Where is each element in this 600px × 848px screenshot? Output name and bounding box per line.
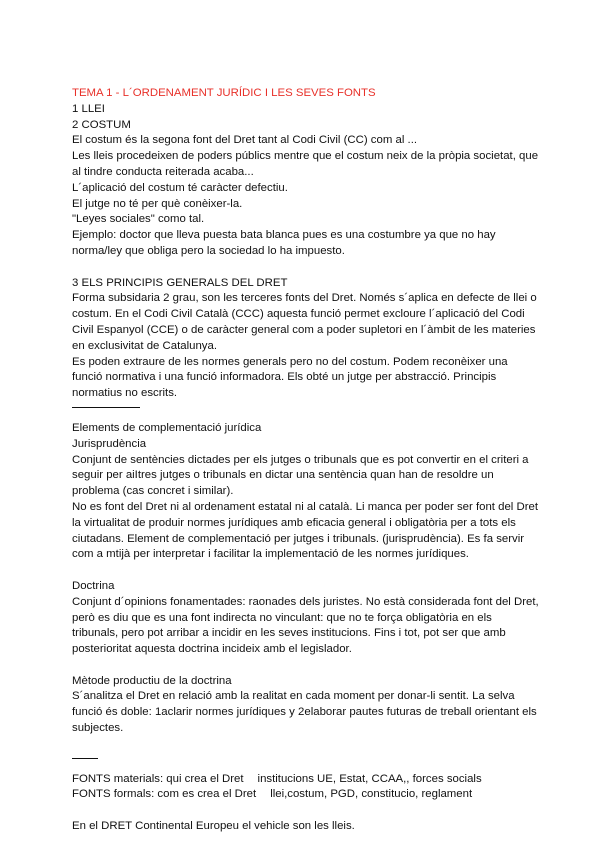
- text-line: No es font del Dret ni al ordenament estatal ni al català. Li manca per poder ser font del Dret: [72, 500, 539, 513]
- fonts-formals-line: [72, 787, 536, 803]
- text-line: subjectes.: [72, 722, 124, 735]
- text-line: en exclusivitat de Catalunya.: [72, 339, 217, 352]
- fonts-formals-value: llei,costum, PGD, constitucio, reglament: [270, 788, 473, 801]
- heading-jurisprudencia: Jurisprudència: [72, 437, 147, 450]
- text-line: Conjunt d´opinions fonamentades: raonades dels juristes. No està considerada font del Dret,: [72, 595, 539, 608]
- text-line: ciutadans. Element de complementació per jutges i tribunals. (jurisprudència). Es fa servir: [72, 532, 525, 545]
- text-line: al tindre conducta reiterada acaba...: [72, 165, 254, 178]
- heading-llei: 1 LLEI: [72, 102, 105, 115]
- doctrina-section: [72, 595, 539, 658]
- text-line: seguir per aiItres jutges o tribunals en dictar una sentència quan han de resoldre un: [72, 469, 494, 482]
- costum-section: [72, 133, 539, 259]
- horizontal-rule: [72, 753, 536, 760]
- text-line: però es diu que es una font indirecta no vinculant: que no te força obligatòria en els: [72, 611, 492, 624]
- text-line: Civil Espanyol (CCE) o de caràcter general com a poder supletori en l´àmbit de les materies: [72, 323, 536, 336]
- spacer: [72, 409, 536, 421]
- fonts-formals-label: FONTS formals: com es crea el Dret: [72, 788, 257, 801]
- spacer: [72, 737, 536, 753]
- fonts-materials-label: FONTS materials: qui crea el Dret: [72, 772, 244, 785]
- heading-elements: Elements de complementació jurídica: [72, 421, 262, 434]
- text-line: costum. En el Codi Civil Català (CCC) aquesta funció permet excloure l´aplicació del Codi: [72, 308, 525, 321]
- heading-metode: Mètode productiu de la doctrina: [72, 674, 232, 687]
- heading-costum: 2 COSTUM: [72, 118, 131, 131]
- metode-section: [72, 689, 536, 736]
- text-line: "Leyes sociales" como tal.: [72, 213, 205, 226]
- text-line: El jutge no té per què conèixer-la.: [72, 197, 243, 210]
- spacer: [72, 760, 536, 772]
- text-line: Ejemplo: doctor que lleva puesta bata blanca pues es una costumbre ya que no hay: [72, 229, 496, 242]
- horizontal-rule: [72, 402, 536, 409]
- text-line: norma/ley que obliga pero la sociedad lo ha impuesto.: [72, 244, 345, 257]
- spacer: [72, 563, 536, 579]
- text-line: tribunals, pero pot arribar a incidir en les seves institucions. Fins i tot, pot ser que amb: [72, 627, 506, 640]
- text-line: L´aplicació del costum té caràcter defectiu.: [72, 181, 288, 194]
- text-line: com a mtijà per interpretar i facilitar la implementació de les normes jurídiques.: [72, 548, 469, 561]
- text-line: Conjunt de sentències dictades per els jutges o tribunals que es pot convertir en el criteri a: [72, 453, 529, 466]
- fonts-materials-line: [72, 772, 536, 788]
- principis-section: [72, 291, 536, 402]
- text-line: Forma subsidaria 2 grau, son les terceres fonts del Dret. Només s´aplica en defecte de llei o: [72, 292, 537, 305]
- jurisprudencia-section: [72, 453, 539, 564]
- text-line: Es poden extraure de les normes generals pero no del costum. Podem reconèixer una: [72, 355, 508, 368]
- text-line: normatius no escrits.: [72, 387, 178, 400]
- spacer: [72, 260, 536, 276]
- text-line: problema (cas concret i similar).: [72, 485, 234, 498]
- heading-doctrina: Doctrina: [72, 579, 115, 592]
- fonts-materials-value: institucions UE, Estat, CCAA,, forces socials: [257, 772, 482, 785]
- heading-principis: 3 ELS PRINCIPIS GENERALS DEL DRET: [72, 276, 288, 289]
- text-line: posterioritat aquesta doctrina incideix amb el legislador.: [72, 643, 352, 656]
- text-line: Les lleis procedeixen de poders públics mentre que el costum neix de la pròpia societat, que: [72, 150, 539, 163]
- spacer: [72, 658, 536, 674]
- text-line: S´analitza el Dret en relació amb la realitat en cada moment per donar-li sentit. La selva: [72, 690, 515, 703]
- spacer: [72, 803, 536, 819]
- text-line: funció és doble: 1aclarir normes jurídiques y 2elaborar pautes futuras de treball orientant els: [72, 706, 537, 719]
- text-line: El costum és la segona font del Dret tant al Codi Civil (CC) com al ...: [72, 134, 418, 147]
- text-line: funció normativa i una funció informadora. Els obté un jutge per abstracció. Principis: [72, 371, 497, 384]
- document-title: TEMA 1 - L´ORDENAMENT JURÍDIC I LES SEVES FONTS: [72, 87, 376, 99]
- text-line: la virtualitat de produir normes jurídiques amb eficacia general i obligatòria per a tots els: [72, 516, 516, 529]
- closing-line: En el DRET Continental Europeu el vehicle son les lleis.: [72, 820, 355, 833]
